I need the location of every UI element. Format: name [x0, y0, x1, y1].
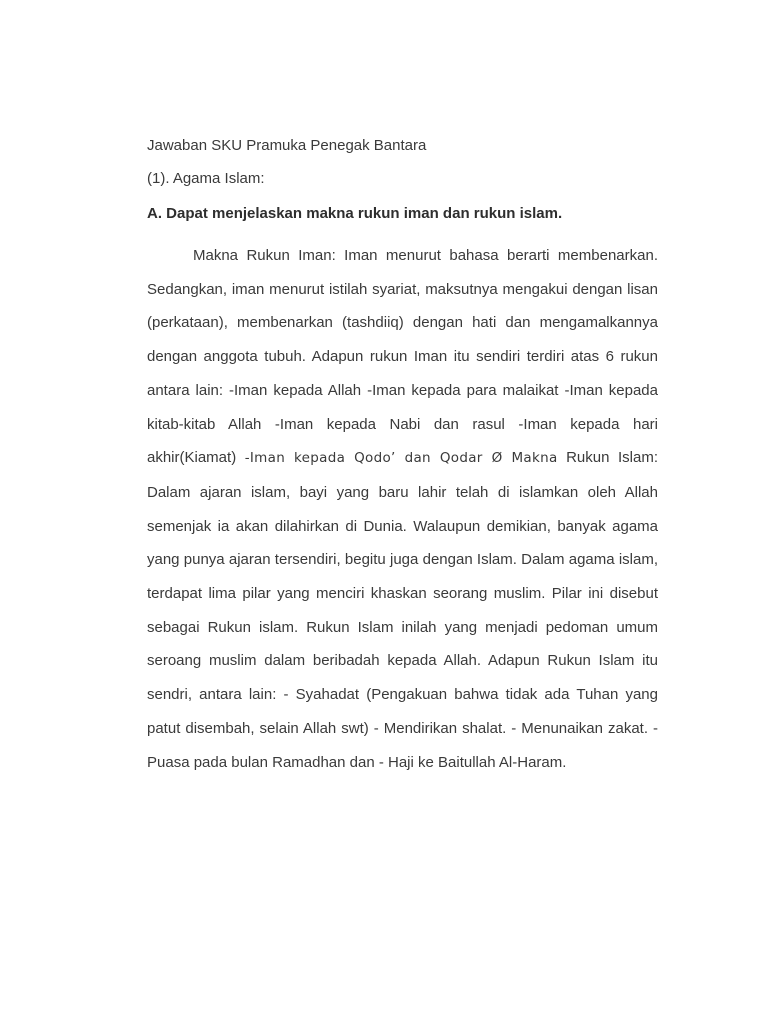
section-label: (1). Agama Islam: [147, 170, 265, 187]
document-content [147, 136, 658, 779]
paragraph-text-part2: -Iman kepada Qodo’ dan Qodar Ø Makna [244, 450, 558, 467]
document-title: Jawaban SKU Pramuka Penegak Bantara [147, 137, 427, 154]
section-heading: A. Dapat menjelaskan makna rukun iman dan rukun islam. [147, 205, 563, 222]
paragraph-text-part1: Makna Rukun Iman: Iman menurut bahasa berarti membenarkan. Sedangkan, iman menurut istilah syariat, maksutnya mengakui dengan lisan (perkataan), membenarkan (tashdiiq) dengan hati dan mengamalkannya dengan anggota tubuh. Adapun rukun Iman itu sendiri terdiri atas 6 rukun antara lain: -Iman kepada Allah -Iman kepada para malaikat -Iman kepada kitab-kitab Allah -Iman kepada Nabi dan rasul -Iman kepada hari akhir(Kiamat) [147, 247, 658, 467]
body-paragraph [147, 239, 658, 779]
paragraph-text-part3: Rukun Islam: Dalam ajaran islam, bayi yang baru lahir telah di islamkan oleh Allah semenjak ia akan dilahirkan di Dunia. Walaupun demikian, banyak agama yang punya ajaran tersendiri, begitu juga dengan Islam. Dalam agama islam, terdapat lima pilar yang menciri khaskan seorang muslim. Pilar ini disebut sebagai Rukun islam. Rukun Islam inilah yang menjadi pedoman umum seroang muslim dalam beribadah kepada Allah. Adapun Rukun Islam itu sendri, antara lain: - Syahadat (Pengakuan bahwa tidak ada Tuhan yang patut disembah, selain Allah swt) - Mendirikan shalat. - Menunaikan zakat. - Puasa pada bulan Ramadhan dan - Haji ke Baitullah Al-Haram. [147, 449, 658, 771]
